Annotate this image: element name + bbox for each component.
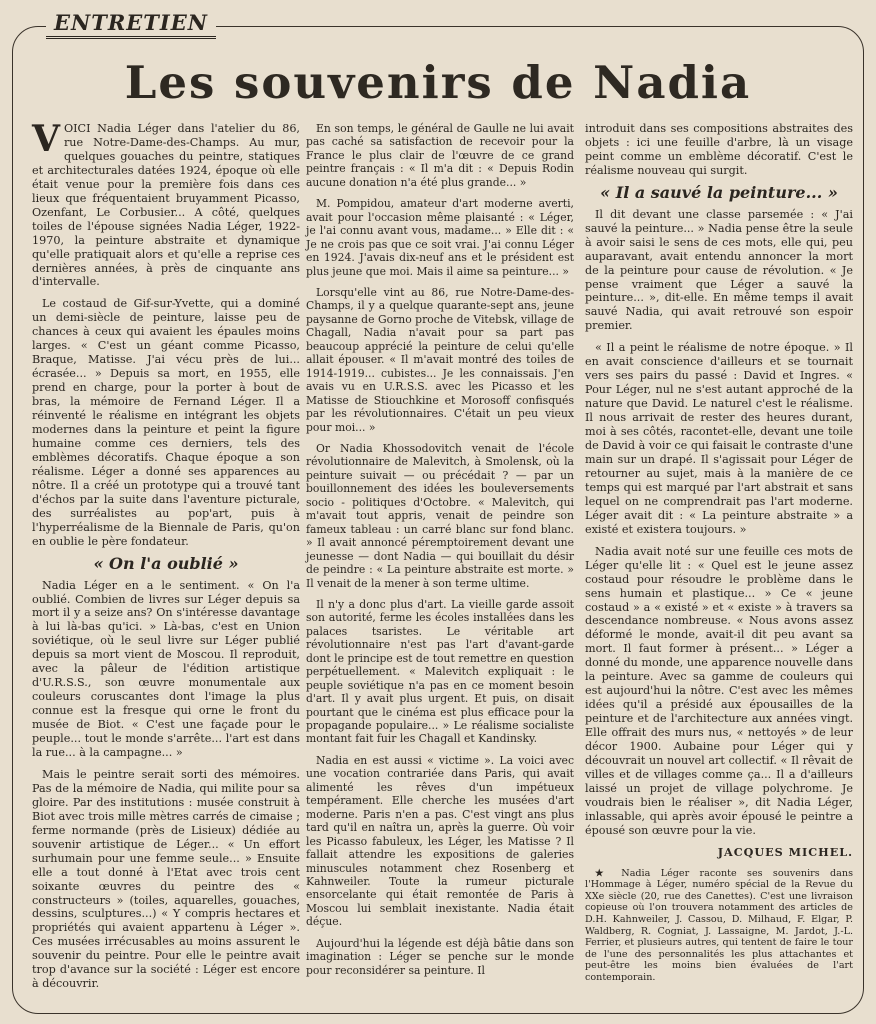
paragraph: Aujourd'hui la légende est déjà bâtie dans son imagination : Léger se penche sur le monde pour reconsidérer sa peinture. Il — [306, 936, 574, 977]
paragraph: Lorsqu'elle vint au 86, rue Notre-Dame-des-Champs, il y a quelque quarante-sept ans, jeune paysanne de Gorno proche de Vitebsk, village de Chagall, Nadia n'avait pour sa part pas beaucoup apprécié la peinture de celui qu'elle allait épouser. « Il m'avait montré des toiles de 1914-1919... cubistes... Je les connaissais. J'en avais vu en U.R.S.S. avec les Picasso et les Matisse de Stiouchkine et Morosoff confisqués par les révolutionnaires. C'était un peu vieux pour moi... » — [306, 285, 574, 434]
article-headline: Les souvenirs de Nadia — [124, 56, 752, 109]
paragraph: M. Pompidou, amateur d'art moderne averti, avait pour l'occasion même plaisanté : « Léger, je l'ai connu avant vous, madame... » Elle dit : « Je ne crois pas que ce soit vrai. J'ai connu Léger en 1924. J'avais dix-neuf ans et le président est plus jeune que moi. Mais il aime sa peinture... » — [306, 197, 574, 278]
subheading: « Il a sauvé la peinture... » — [600, 182, 838, 202]
paragraph: Nadia Léger en a le sentiment. « On l'a oublié. Combien de livres sur Léger depuis sa mort il y a seize ans? On s'intéresse davantage à lui là-bas qu'ici. » Là-bas, c'est en Union soviétique, où le seul livre sur Léger publié depuis sa mort vient de Moscou. Il reproduit, avec la pâleur de l'édition artistique d'U.R.S.S., son œuvre monumentale aux couleurs coruscantes dont l'image la plus connue est la fresque qui orne le front du musée de Biot. « C'est une façade pour le peuple... tout le monde s'arrête... l'art est dans la rue... à la campagne... » — [32, 578, 300, 759]
paragraph — [32, 118, 300, 289]
column-2 — [306, 122, 574, 985]
subheading: « On l'a oublié » — [93, 553, 239, 573]
paragraph: Le costaud de Gif-sur-Yvette, qui a dominé un demi-siècle de peinture, laisse peu de chances à ceux qui avaient les épaules moins larges. « C'est un géant comme Picasso, Braque, Matisse. J'ai vécu près de lui... écrasée... » Depuis sa mort, en 1955, elle prend en charge, pour la porter à bout de bras, la mémoire de Fernand Léger. Il a réinventé le réalisme en intégrant les objets modernes dans la peinture et peint la figure humaine comme ces derniers, tels des emblèmes décoratifs. Chaque époque a son réalisme. Léger a donné ses apparences au nôtre. Il a créé un prototype qui a trouvé tant d'échos par la suite dans l'aventure picturale, des surréalistes au pop'art, puis à l'hyperréalisme de la Biennale de Paris, qu'on en oublie le père fondateur. — [32, 297, 300, 548]
column-1 — [32, 118, 300, 999]
paragraph: « Il a peint le réalisme de notre époque. » Il en avait conscience d'ailleurs et se tournait vers ses pairs du passé : David et Ingres. « Pour Léger, nul ne s'est autant approché de la nature que David. Le naturel c'est le réalisme. Il nous arrivait de rester des heures durant, moi à ses côtés, racontet-elle, devant une toile de David à voir ce qui faisait le contraste d'une main sur un drapé. Il s'agissait pour Léger de retourner au sujet, mais à la manière de ce temps qui est marqué par l'art abstrait et sans lequel on ne comprendrait pas l'art moderne. Léger avait dit : « La peinture abstraite » a existé et existera toujours. » — [585, 341, 853, 536]
author-signature: JACQUES MICHEL. — [717, 844, 853, 859]
paragraph: Nadia avait noté sur une feuille ces mots de Léger qu'elle lit : « Quel est le jeune assez costaud pour résoudre le problème dans le sens humain et plastique... » Ce « jeune costaud » a « existé » et « existe » à travers sa descendance nombreuse. « Nous avons assez déformé le monde, avait-il dit peu avant sa mort. Il faut former à présent... » Léger a donné du monde, une apparence nouvelle dans la peinture. Avec sa gamme de couleurs qui est aujourd'hui la nôtre. C'est avec les mêmes idées qu'il a présidé aux épousailles de la peinture et de l'architecture aux années vingt. Elle offrait des murs nus, « nettoyés » de leur décor 1900. Aubaine pour Léger qui y découvrait un nouvel art collectif. « Il rêvait de villes et de villages comme ça... Il a d'ailleurs laissé un projet de village polychrome. Je voudrais bien le réaliser », dit Nadia Léger, inlassable, qui après avoir épousé le peintre a épousé son œuvre pour la vie. — [585, 544, 853, 837]
section-rubric: ENTRETIEN — [46, 10, 216, 39]
paragraph: Mais le peintre serait sorti des mémoires. Pas de la mémoire de Nadia, qui milite pour sa gloire. Par des institutions : musée construit à Biot avec trois mille mètres carrés de cimaise ; ferme normande (près de Lisieux) dédiée au souvenir artistique de Léger... « Un effort surhumain pour une femme seule... » Ensuite elle a tout donné à l'Etat avec trois cent soixante œuvres du peintre des « constructeurs » (toiles, aquarelles, gouaches, dessins, sculptures...) « Y compris hectares et propriétés qui avaient appartenu à Léger ». Ces musées irrécusables au moins assurent le souvenir du peintre. Pour elle le peintre avait trop d'avance sur la société : Léger est encore à découvrir. — [32, 767, 300, 991]
star-icon: ★ — [595, 867, 611, 879]
paragraph: En son temps, le général de Gaulle ne lui avait pas caché sa satisfaction de recevoir pour la France le plus clair de l'œuvre de ce grand peintre français : « Il m'a dit : « Depuis Rodin aucune donation n'a été plus grande... » — [306, 122, 574, 189]
paragraph: Il n'y a donc plus d'art. La vieille garde assoit son autorité, ferme les écoles installées dans les palaces tsaristes. Le véritable art révolutionnaire n'est pas l'art d'avant-garde dont le principe est de tout remettre en question perpétuellement. « Malevitch expliquait : le peuple soviétique n'a pas en ce moment besoin d'art. Il y avait plus urgent. Et puis, on disait pourtant que le cinéma est plus efficace pour la propagande populaire... » Le réalisme socialiste montant fait fuir les Chagall et Kandinsky. — [306, 597, 574, 746]
paragraph: Or Nadia Khossodovitch venait de l'école révolutionnaire de Malevitch, à Smolensk, où la peinture suivait — ou précédait ? — par un bouillonnement des idées les bouleversements socio - politiques d'Octobre. « Malevitch, qui m'avait tout appris, venait de peindre son fameux tableau : un carré blanc sur fond blanc. » Il avait annoncé péremptoirement devant une jeunesse — dont Nadia — qui bouillait du désir de peindre : « La peinture abstraite est morte. » Il venait de la mener à son terme ultime. — [306, 441, 574, 590]
paragraph: Nadia en est aussi « victime ». La voici avec une vocation contrariée dans Paris, qui avait alimenté les rêves d'un impétueux tempérament. Elle cherche les musées d'art moderne. Paris n'en a pas. C'est vingt ans plus tard qu'il en naîtra un, après la guerre. Où voir les Picasso fabuleux, les Léger, les Matisse ? Il fallait attendre les expositions de galeries minuscules notamment chez Rosenberg et Kahnweiler. Toute la rumeur picturale ensorcelante qui était remontée de Paris à Moscou lui semblait inexistante. Nadia était déçue. — [306, 753, 574, 929]
column-3 — [585, 122, 853, 992]
paragraph: Il dit devant une classe parsemée : « J'ai sauvé la peinture... » Nadia pense être la seule à avoir saisi le sens de ces mots, elle qui, peu auparavant, avait entendu annoncer la mort de la peinture pour cause de révolution. « Je pense vraiment que Léger a sauvé la peinture... », dit-elle. En même temps il avait sauvé Nadia, qui avait retrouvé son espoir premier. — [585, 207, 853, 333]
drop-cap: V — [32, 118, 60, 160]
paragraph-text: OICI Nadia Léger dans l'atelier du 86, rue Notre-Dame-des-Champs. Au mur, quelques gouaches du peintre, statiques et architecturales datées 1924, époque où elle était venue pour la première fois dans ces lieux que fréquentaient bruyamment Picasso, Ozenfant, Le Corbusier... A côté, quelques toiles de l'épouse signées Nadia Léger, 1922-1970, la peinture abstraite et dynamique qu'elle pratiquait alors et qu'elle a reprise ces dernières années, à près de cinquante ans d'intervalle. — [32, 122, 300, 289]
footnote-text: Nadia Léger raconte ses souvenirs dans l'Hommage à Léger, numéro spécial de la Revue du XXe siècle (20, rue des Canettes). C'est une livraison copieuse où l'on trouvera notamment des articles de D.H. Kahnweiler, J. Cassou, D. Milhaud, F. Elgar, P. Waldberg, R. Cogniat, J. Lassaigne, M. Jardot, J.-L. Ferrier, et plusieurs autres, qui tentent de faire le tour de l'une des personnalités les plus attachantes et peut-être les moins bien évaluées de l'art contemporain. — [585, 867, 853, 983]
footnote — [585, 868, 853, 984]
paragraph: introduit dans ses compositions abstraites des objets : ici une feuille d'arbre, là un visage peint comme un emblème décoratif. C'est le réalisme nouveau qui surgit. — [585, 122, 853, 177]
